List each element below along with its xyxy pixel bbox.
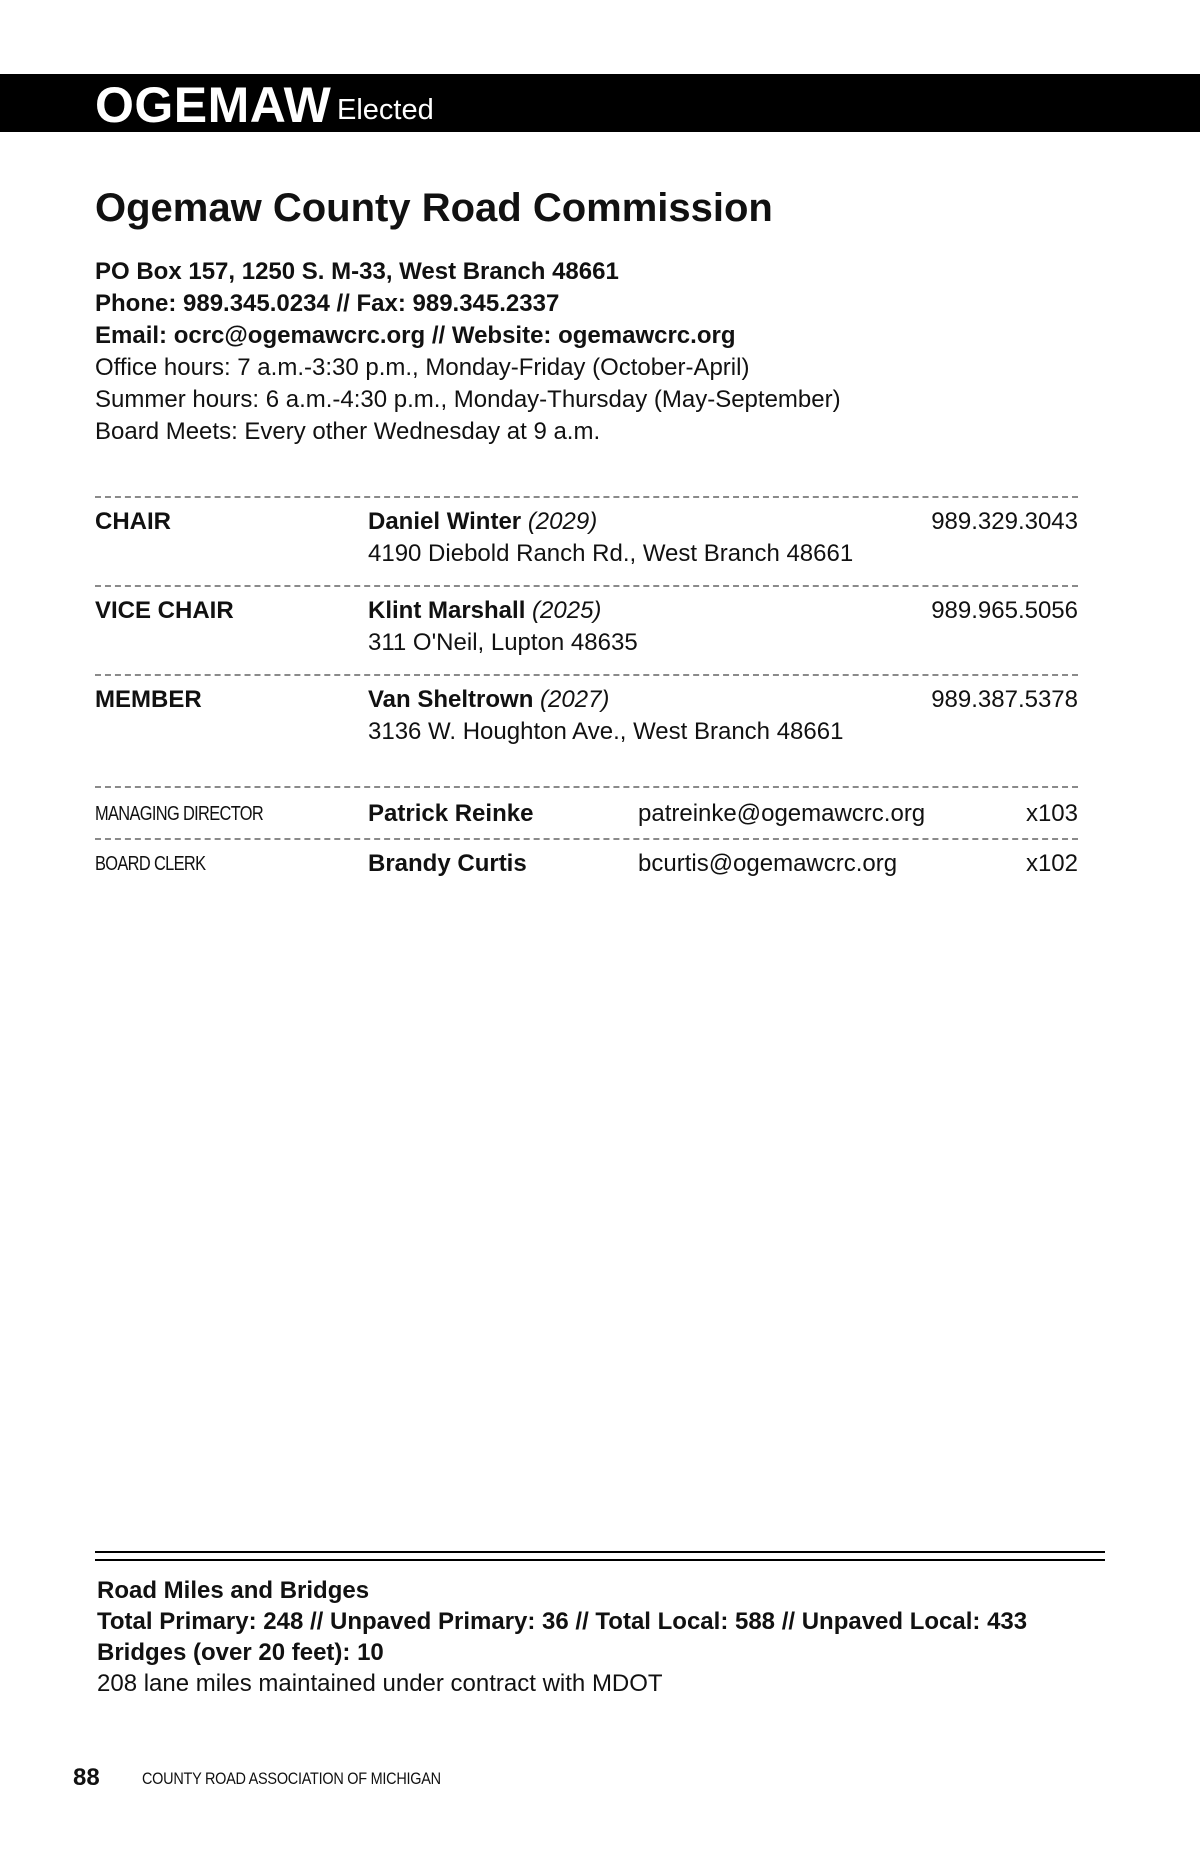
- member-term: (2027): [540, 686, 610, 713]
- divider: [95, 838, 1078, 840]
- road-totals: Total Primary: 248 // Unpaved Primary: 36 // Total Local: 588 // Unpaved Local: 433: [97, 1608, 1028, 1635]
- member-name: Daniel Winter: [368, 508, 522, 535]
- member-address: 311 O'Neil, Lupton 48635: [368, 629, 638, 656]
- double-rule-bottom: [95, 1559, 1105, 1561]
- bridges-count: Bridges (over 20 feet): 10: [97, 1639, 384, 1666]
- county-name: OGEMAW: [95, 77, 332, 133]
- member-phone: 989.965.5056: [931, 597, 1078, 624]
- staff-email: bcurtis@ogemawcrc.org: [638, 850, 898, 877]
- lane-miles-note: 208 lane miles maintained under contract with MDOT: [97, 1670, 663, 1697]
- member-role: CHAIR: [95, 508, 171, 535]
- staff-email: patreinke@ogemawcrc.org: [638, 800, 926, 827]
- double-rule-top: [95, 1551, 1105, 1553]
- divider: [95, 496, 1078, 498]
- county-banner: [0, 74, 1200, 132]
- member-role: MEMBER: [95, 686, 202, 713]
- county-type: Elected: [337, 94, 434, 126]
- board-meets-line: Board Meets: Every other Wednesday at 9 a.m.: [95, 418, 601, 445]
- road-miles-block: [97, 1575, 1107, 1699]
- divider: [95, 786, 1078, 788]
- divider: [95, 674, 1078, 676]
- summer-hours-line: Summer hours: 6 a.m.-4:30 p.m., Monday-Thursday (May-September): [95, 386, 841, 413]
- organization-title: Ogemaw County Road Commission: [95, 186, 773, 230]
- staff-extension: x103: [1025, 800, 1078, 827]
- divider: [95, 585, 1078, 587]
- member-name: Klint Marshall: [368, 597, 526, 624]
- page-number: 88: [73, 1764, 100, 1791]
- staff-name: Patrick Reinke: [368, 800, 534, 827]
- staff-extension: x102: [1025, 850, 1078, 877]
- publisher-footer: COUNTY ROAD ASSOCIATION OF MICHIGAN: [142, 1769, 441, 1788]
- office-hours-line: Office hours: 7 a.m.-3:30 p.m., Monday-Friday (October-April): [95, 354, 750, 381]
- member-phone: 989.329.3043: [931, 508, 1078, 535]
- member-name-term: [368, 506, 597, 538]
- email-website-line: Email: ocrc@ogemawcrc.org // Website: ogemawcrc.org: [95, 322, 736, 349]
- member-address: 4190 Diebold Ranch Rd., West Branch 48661: [368, 540, 854, 567]
- address-line: PO Box 157, 1250 S. M-33, West Branch 48661: [95, 258, 619, 285]
- member-name-term: [368, 595, 601, 627]
- staff-role: BOARD CLERK: [95, 853, 206, 875]
- member-name-term: [368, 684, 609, 716]
- member-name: Van Sheltrown: [368, 686, 534, 713]
- contact-block: [95, 256, 1095, 448]
- member-address: 3136 W. Houghton Ave., West Branch 48661: [368, 718, 844, 745]
- member-term: (2025): [532, 597, 602, 624]
- road-heading: Road Miles and Bridges: [97, 1577, 370, 1604]
- staff-role: MANAGING DIRECTOR: [95, 803, 264, 825]
- member-term: (2029): [527, 508, 598, 535]
- staff-name: Brandy Curtis: [368, 850, 527, 877]
- member-role: VICE CHAIR: [95, 597, 234, 624]
- member-phone: 989.387.5378: [931, 686, 1078, 713]
- phone-fax-line: Phone: 989.345.0234 // Fax: 989.345.2337: [95, 290, 560, 317]
